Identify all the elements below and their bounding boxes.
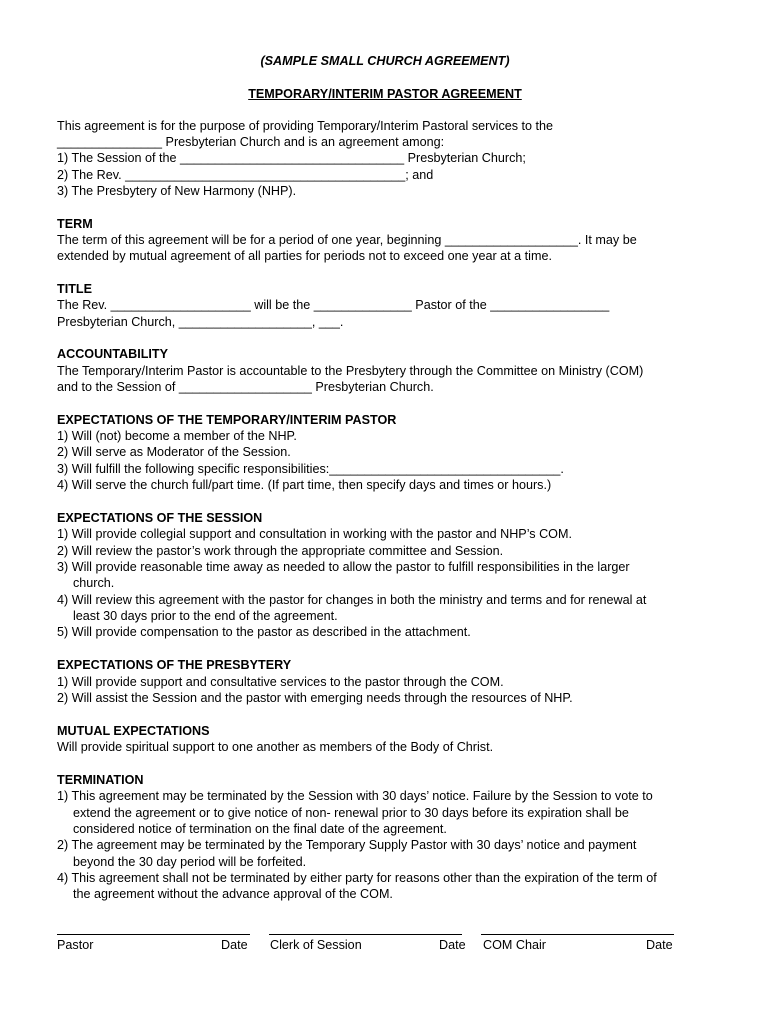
pastor-expectations-heading: EXPECTATIONS OF THE TEMPORARY/INTERIM PASTOR (57, 413, 397, 427)
intro-line-2: _______________ Presbyterian Church and is an agreement among: (57, 135, 445, 149)
intro-line-4: 2) The Rev. ________________________________________; and (57, 168, 434, 182)
sample-title: (SAMPLE SMALL CHURCH AGREEMENT) (260, 54, 510, 68)
termination-1-cont-a: extend the agreement or to give notice of non- renewal prior to 30 days before its expiration shall be (73, 806, 629, 820)
document-title: TEMPORARY/INTERIM PASTOR AGREEMENT (248, 87, 522, 101)
term-heading: TERM (57, 217, 93, 231)
presbytery-expectation-2: 2) Will assist the Session and the pastor with emerging needs through the resources of NHP. (57, 691, 573, 705)
pastor-expectation-3: 3) Will fulfill the following specific responsibilities:_________________________________. (57, 462, 564, 476)
pastor-signature-label: Pastor (57, 938, 94, 952)
term-line-2: extended by mutual agreement of all parties for periods not to exceed one year at a time. (57, 249, 552, 263)
session-expectation-4: 4) Will review this agreement with the pastor for changes in both the ministry and terms and for renewal at (57, 593, 647, 607)
term-line-1: The term of this agreement will be for a period of one year, beginning ___________________. It may be (57, 233, 637, 247)
com-signature-label: COM Chair (483, 938, 546, 952)
termination-1-cont-b: considered notice of termination on the final date of the agreement. (73, 822, 447, 836)
mutual-heading: MUTUAL EXPECTATIONS (57, 724, 210, 738)
com-signature-line[interactable] (481, 934, 674, 935)
session-expectation-1: 1) Will provide collegial support and consultation in working with the pastor and NHP’s COM. (57, 527, 572, 541)
termination-2-cont: beyond the 30 day period will be forfeited. (73, 855, 307, 869)
intro-line-3: 1) The Session of the ________________________________ Presbyterian Church; (57, 151, 526, 165)
intro-line-5: 3) The Presbytery of New Harmony (NHP). (57, 184, 297, 198)
termination-3: 4) This agreement shall not be terminated by either party for reasons other than the expiration of the term of (57, 871, 657, 885)
presbytery-expectation-1: 1) Will provide support and consultative services to the pastor through the COM. (57, 675, 504, 689)
session-expectations-heading: EXPECTATIONS OF THE SESSION (57, 511, 263, 525)
termination-1: 1) This agreement may be terminated by the Session with 30 days’ notice. Failure by the Session to vote to (57, 789, 653, 803)
title-line-2: Presbyterian Church, ___________________, ___. (57, 315, 344, 329)
accountability-line-2: and to the Session of ___________________ Presbyterian Church. (57, 380, 434, 394)
accountability-line-1: The Temporary/Interim Pastor is accountable to the Presbytery through the Committee on Ministry (COM) (57, 364, 644, 378)
com-date-label: Date (646, 938, 673, 952)
session-expectation-3: 3) Will provide reasonable time away as needed to allow the pastor to fulfill responsibilities in the larger (57, 560, 630, 574)
termination-3-cont: the agreement without the advance approval of the COM. (73, 887, 393, 901)
clerk-date-label: Date (439, 938, 466, 952)
intro-line-1: This agreement is for the purpose of providing Temporary/Interim Pastoral services to the (57, 119, 554, 133)
clerk-signature-line[interactable] (269, 934, 462, 935)
session-expectation-2: 2) Will review the pastor’s work through the appropriate committee and Session. (57, 544, 504, 558)
title-heading: TITLE (57, 282, 92, 296)
mutual-line-1: Will provide spiritual support to one another as members of the Body of Christ. (57, 740, 494, 754)
pastor-signature-line[interactable] (57, 934, 250, 935)
session-expectation-3-cont: church. (73, 576, 115, 590)
pastor-expectation-1: 1) Will (not) become a member of the NHP. (57, 429, 297, 443)
presbytery-expectations-heading: EXPECTATIONS OF THE PRESBYTERY (57, 658, 292, 672)
clerk-signature-label: Clerk of Session (270, 938, 362, 952)
session-expectation-4-cont: least 30 days prior to the end of the agreement. (73, 609, 338, 623)
termination-heading: TERMINATION (57, 773, 144, 787)
pastor-expectation-2: 2) Will serve as Moderator of the Session. (57, 445, 291, 459)
termination-2: 2) The agreement may be terminated by the Temporary Supply Pastor with 30 days’ notice and payment (57, 838, 637, 852)
pastor-expectation-4: 4) Will serve the church full/part time. (If part time, then specify days and times or hours.) (57, 478, 552, 492)
accountability-heading: ACCOUNTABILITY (57, 347, 169, 361)
title-line-1: The Rev. ____________________ will be the ______________ Pastor of the _________________ (57, 298, 610, 312)
session-expectation-5: 5) Will provide compensation to the pastor as described in the attachment. (57, 625, 471, 639)
pastor-date-label: Date (221, 938, 248, 952)
